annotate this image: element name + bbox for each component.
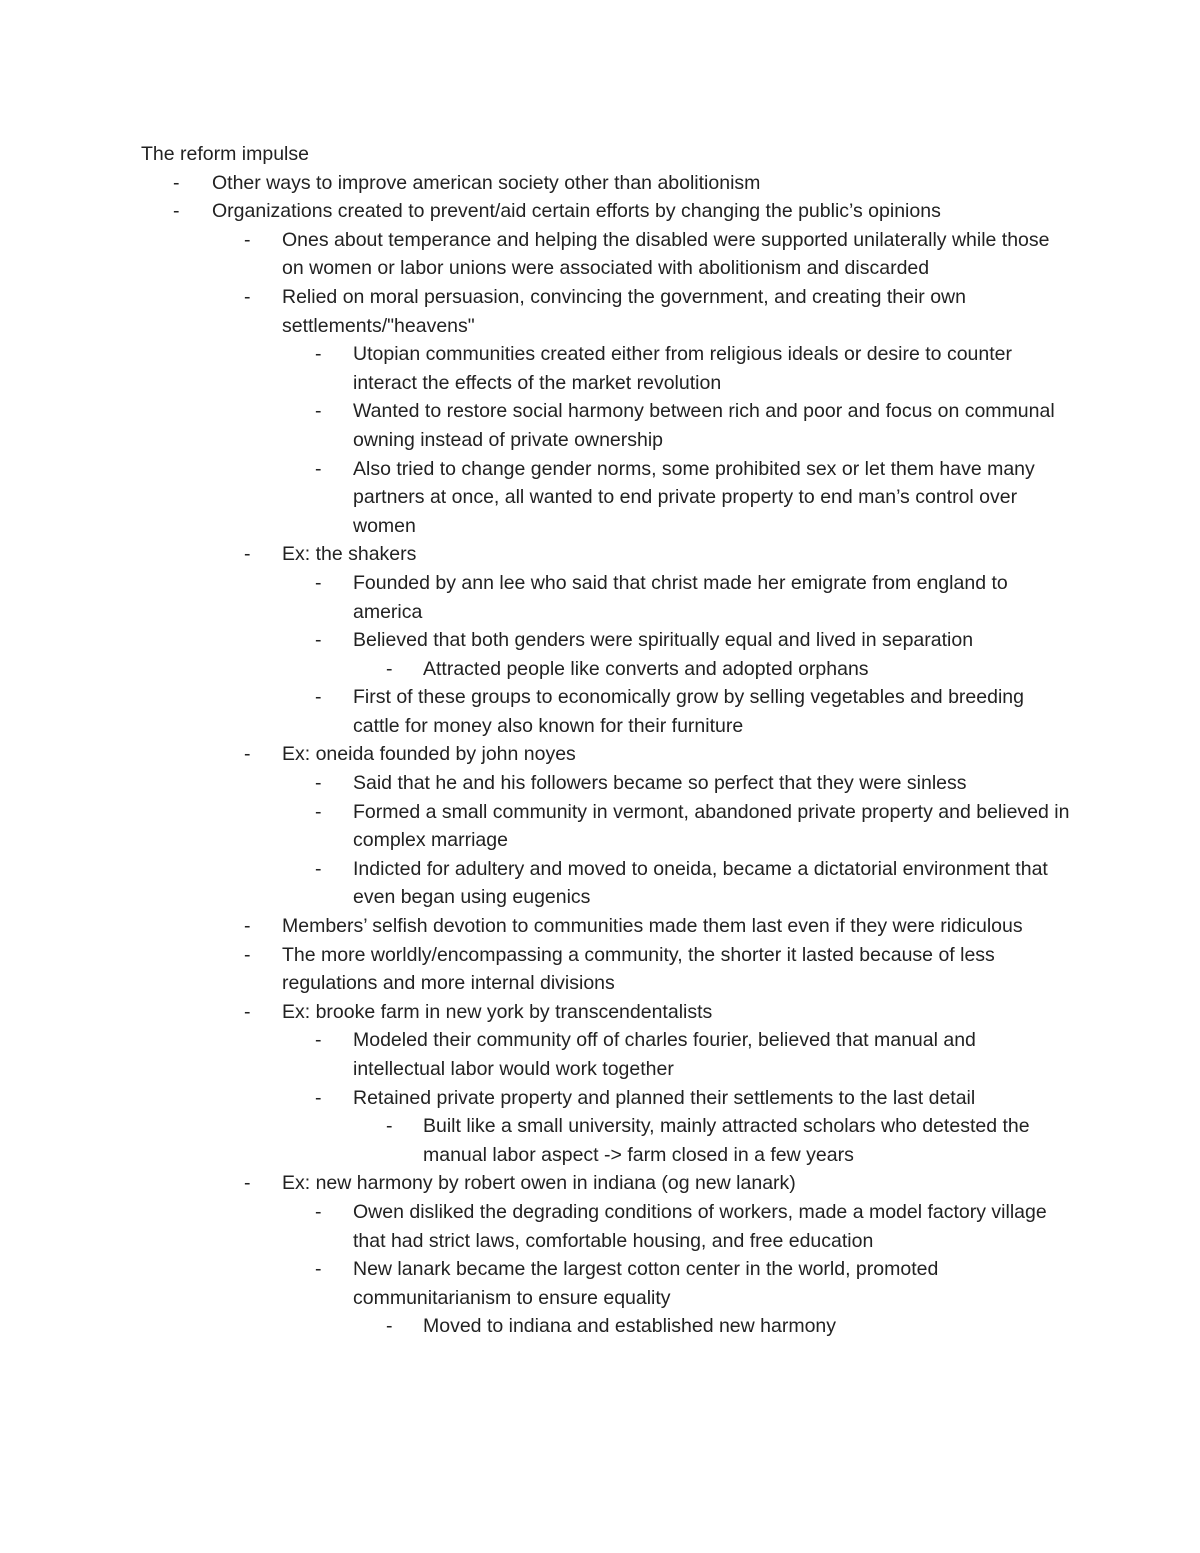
- list-item: [141, 569, 1071, 626]
- document-body: [141, 140, 1071, 1341]
- bullet-dash: -: [315, 343, 322, 366]
- list-item-text: Also tried to change gender norms, some prohibited sex or let them have many partners at once, all wanted to end private property to end man’s control over women: [353, 457, 1035, 537]
- list-item-text: Indicted for adultery and moved to oneida, became a dictatorial environment that even began using eugenics: [353, 857, 1048, 909]
- list-item: [141, 912, 1071, 941]
- list-item: [141, 340, 1071, 397]
- bullet-dash: -: [315, 857, 322, 880]
- bullet-dash: -: [244, 915, 251, 938]
- list-item-text: Utopian communities created either from religious ideals or desire to counter interact the effects of the market revolution: [353, 343, 1012, 394]
- list-item: [141, 169, 1071, 198]
- bullet-dash: -: [173, 200, 180, 223]
- list-item: [141, 941, 1071, 998]
- bullet-dash: -: [244, 943, 251, 966]
- list-item-text: Ex: brooke farm in new york by transcendentalists: [282, 1000, 713, 1023]
- list-item: [141, 1312, 1071, 1341]
- list-item: [141, 1112, 1071, 1169]
- list-item-text: Organizations created to prevent/aid certain efforts by changing the public’s opinions: [212, 200, 941, 223]
- list-item-text: Members’ selfish devotion to communities made them last even if they were ridiculous: [282, 915, 1023, 938]
- list-item-text: First of these groups to economically grow by selling vegetables and breeding cattle for money also known for their furniture: [353, 686, 1024, 737]
- bullet-dash: -: [315, 1200, 322, 1223]
- list-item-text: Believed that both genders were spiritually equal and lived in separation: [353, 629, 974, 652]
- list-item: [141, 1255, 1071, 1312]
- list-item-text: Modeled their community off of charles fourier, believed that manual and intellectual labor would work together: [353, 1029, 976, 1080]
- list-item-text: New lanark became the largest cotton center in the world, promoted communitarianism to ensure equality: [353, 1258, 939, 1309]
- list-item: [141, 1198, 1071, 1255]
- bullet-dash: -: [386, 1315, 393, 1338]
- bullet-dash: -: [386, 657, 393, 680]
- list-item: [141, 740, 1071, 769]
- list-item: [141, 655, 1071, 684]
- list-item: [141, 798, 1071, 855]
- list-item-text: Retained private property and planned their settlements to the last detail: [353, 1086, 976, 1109]
- list-item: [141, 998, 1071, 1027]
- list-item-text: Built like a small university, mainly attracted scholars who detested the manual labor aspect -> farm closed in a few years: [423, 1115, 1030, 1166]
- bullet-dash: -: [315, 457, 322, 480]
- bullet-dash: -: [244, 743, 251, 766]
- list-item-text: Formed a small community in vermont, abandoned private property and believed in complex marriage: [353, 800, 1070, 852]
- list-item-text: Owen disliked the degrading conditions of workers, made a model factory village that had strict laws, comfortable housing, and free education: [353, 1200, 1047, 1252]
- bullet-dash: -: [315, 629, 322, 652]
- list-item-text: Founded by ann lee who said that christ made her emigrate from england to america: [353, 571, 1008, 623]
- bullet-dash: -: [315, 1029, 322, 1052]
- list-item: [141, 626, 1071, 655]
- list-item-text: Ex: the shakers: [282, 543, 417, 566]
- list-item: [141, 540, 1071, 569]
- list-item-text: Ones about temperance and helping the disabled were supported unilaterally while those on women or labor unions were associated with abolitionism and discarded: [282, 228, 1050, 280]
- list-item: [141, 397, 1071, 454]
- list-item: [141, 1084, 1071, 1113]
- list-item: [141, 455, 1071, 541]
- bullet-outline: [141, 169, 1071, 1341]
- list-item-text: Said that he and his followers became so perfect that they were sinless: [353, 772, 967, 795]
- list-item: [141, 855, 1071, 912]
- document-title: The reform impulse: [141, 143, 309, 165]
- bullet-dash: -: [386, 1115, 393, 1138]
- bullet-dash: -: [244, 228, 251, 251]
- bullet-dash: -: [244, 543, 251, 566]
- list-item-text: Other ways to improve american society other than abolitionism: [212, 171, 761, 194]
- bullet-dash: -: [244, 1000, 251, 1023]
- bullet-dash: -: [315, 571, 322, 594]
- bullet-dash: -: [315, 772, 322, 795]
- list-item: [141, 769, 1071, 798]
- bullet-dash: -: [315, 400, 322, 423]
- list-item: [141, 683, 1071, 740]
- list-item-text: Moved to indiana and established new harmony: [423, 1315, 837, 1338]
- list-item-text: Wanted to restore social harmony between rich and poor and focus on communal owning instead of private ownership: [353, 400, 1055, 451]
- bullet-dash: -: [315, 686, 322, 709]
- list-item-text: Ex: oneida founded by john noyes: [282, 743, 576, 766]
- bullet-dash: -: [315, 1258, 322, 1281]
- bullet-dash: -: [315, 800, 322, 823]
- list-item: [141, 197, 1071, 226]
- bullet-dash: -: [244, 1172, 251, 1195]
- bullet-dash: -: [244, 285, 251, 308]
- list-item-text: Ex: new harmony by robert owen in indiana (og new lanark): [282, 1172, 796, 1195]
- list-item: [141, 1169, 1071, 1198]
- list-item: [141, 283, 1071, 340]
- list-item: [141, 226, 1071, 283]
- bullet-dash: -: [315, 1086, 322, 1109]
- list-item-text: Relied on moral persuasion, convincing the government, and creating their own settlements/"heavens": [282, 285, 966, 337]
- list-item-text: The more worldly/encompassing a community, the shorter it lasted because of less regulations and more internal divisions: [282, 943, 995, 995]
- list-item: [141, 1026, 1071, 1083]
- list-item-text: Attracted people like converts and adopted orphans: [423, 657, 869, 680]
- bullet-dash: -: [173, 171, 180, 194]
